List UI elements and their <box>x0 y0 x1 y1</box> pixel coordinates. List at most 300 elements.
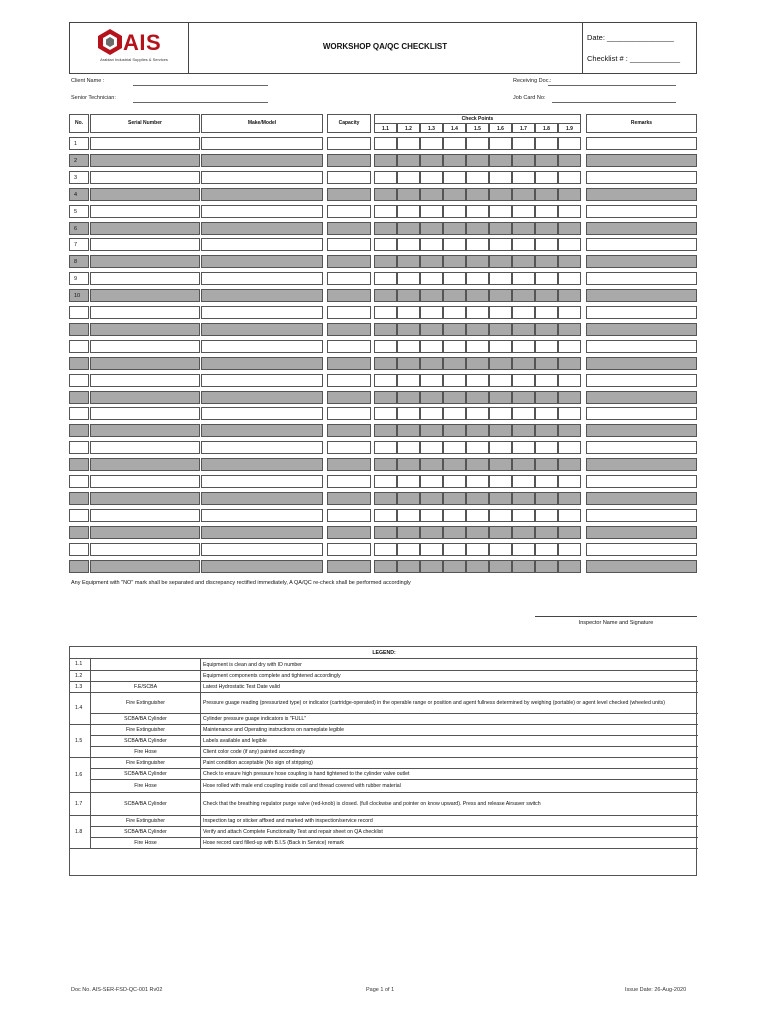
checkpoint-checkbox[interactable] <box>558 509 581 522</box>
checkpoint-checkbox[interactable] <box>535 222 558 235</box>
capacity-input[interactable] <box>327 526 371 539</box>
remarks-input[interactable] <box>586 289 697 302</box>
checkpoint-checkbox[interactable] <box>397 357 420 370</box>
checkpoint-checkbox[interactable] <box>489 255 512 268</box>
checkpoint-checkbox[interactable] <box>397 526 420 539</box>
remarks-input[interactable] <box>586 306 697 319</box>
checkpoint-checkbox[interactable] <box>512 137 535 150</box>
checkpoint-checkbox[interactable] <box>466 492 489 505</box>
checkpoint-checkbox[interactable] <box>420 509 443 522</box>
checkpoint-checkbox[interactable] <box>397 475 420 488</box>
checkpoint-checkbox[interactable] <box>466 154 489 167</box>
checkpoint-checkbox[interactable] <box>535 492 558 505</box>
checkpoint-checkbox[interactable] <box>420 137 443 150</box>
capacity-input[interactable] <box>327 171 371 184</box>
serial-number-input[interactable] <box>90 357 200 370</box>
checkpoint-checkbox[interactable] <box>489 492 512 505</box>
checkpoint-checkbox[interactable] <box>535 475 558 488</box>
make-model-input[interactable] <box>201 509 323 522</box>
checkpoint-checkbox[interactable] <box>374 458 397 471</box>
checkpoint-checkbox[interactable] <box>466 289 489 302</box>
checkpoint-checkbox[interactable] <box>535 323 558 336</box>
checkpoint-checkbox[interactable] <box>558 492 581 505</box>
checkpoint-checkbox[interactable] <box>443 560 466 573</box>
checkpoint-checkbox[interactable] <box>420 154 443 167</box>
checkpoint-checkbox[interactable] <box>420 171 443 184</box>
checkpoint-checkbox[interactable] <box>558 424 581 437</box>
checkpoint-checkbox[interactable] <box>489 272 512 285</box>
make-model-input[interactable] <box>201 222 323 235</box>
checkpoint-checkbox[interactable] <box>512 509 535 522</box>
capacity-input[interactable] <box>327 289 371 302</box>
checkpoint-checkbox[interactable] <box>535 255 558 268</box>
checkpoint-checkbox[interactable] <box>443 306 466 319</box>
checkpoint-checkbox[interactable] <box>374 238 397 251</box>
serial-number-input[interactable] <box>90 137 200 150</box>
serial-number-input[interactable] <box>90 424 200 437</box>
capacity-input[interactable] <box>327 374 371 387</box>
checkpoint-checkbox[interactable] <box>466 475 489 488</box>
checkpoint-checkbox[interactable] <box>443 255 466 268</box>
checkpoint-checkbox[interactable] <box>466 188 489 201</box>
checkpoint-checkbox[interactable] <box>443 154 466 167</box>
remarks-input[interactable] <box>586 526 697 539</box>
checkpoint-checkbox[interactable] <box>397 441 420 454</box>
signature-line[interactable] <box>535 616 697 617</box>
capacity-input[interactable] <box>327 391 371 404</box>
checkpoint-checkbox[interactable] <box>558 137 581 150</box>
checkpoint-checkbox[interactable] <box>558 475 581 488</box>
serial-number-input[interactable] <box>90 154 200 167</box>
checkpoint-checkbox[interactable] <box>512 357 535 370</box>
serial-number-input[interactable] <box>90 458 200 471</box>
checkpoint-checkbox[interactable] <box>535 391 558 404</box>
checkpoint-checkbox[interactable] <box>374 560 397 573</box>
make-model-input[interactable] <box>201 154 323 167</box>
checkpoint-checkbox[interactable] <box>512 154 535 167</box>
checkpoint-checkbox[interactable] <box>397 560 420 573</box>
checkpoint-checkbox[interactable] <box>489 306 512 319</box>
checkpoint-checkbox[interactable] <box>443 272 466 285</box>
checkpoint-checkbox[interactable] <box>443 526 466 539</box>
capacity-input[interactable] <box>327 238 371 251</box>
checkpoint-checkbox[interactable] <box>397 374 420 387</box>
checkpoint-checkbox[interactable] <box>420 205 443 218</box>
checkpoint-checkbox[interactable] <box>466 374 489 387</box>
checkpoint-checkbox[interactable] <box>420 238 443 251</box>
serial-number-input[interactable] <box>90 526 200 539</box>
make-model-input[interactable] <box>201 526 323 539</box>
checkpoint-checkbox[interactable] <box>443 492 466 505</box>
remarks-input[interactable] <box>586 137 697 150</box>
checkpoint-checkbox[interactable] <box>489 323 512 336</box>
checkpoint-checkbox[interactable] <box>374 509 397 522</box>
remarks-input[interactable] <box>586 222 697 235</box>
checkpoint-checkbox[interactable] <box>535 137 558 150</box>
serial-number-input[interactable] <box>90 222 200 235</box>
checkpoint-checkbox[interactable] <box>466 222 489 235</box>
checkpoint-checkbox[interactable] <box>374 424 397 437</box>
checkpoint-checkbox[interactable] <box>466 306 489 319</box>
checkpoint-checkbox[interactable] <box>489 205 512 218</box>
serial-number-input[interactable] <box>90 272 200 285</box>
checkpoint-checkbox[interactable] <box>512 238 535 251</box>
remarks-input[interactable] <box>586 509 697 522</box>
checkpoint-checkbox[interactable] <box>489 407 512 420</box>
checkpoint-checkbox[interactable] <box>512 255 535 268</box>
capacity-input[interactable] <box>327 543 371 556</box>
serial-number-input[interactable] <box>90 560 200 573</box>
checkpoint-checkbox[interactable] <box>558 340 581 353</box>
checkpoint-checkbox[interactable] <box>489 475 512 488</box>
checkpoint-checkbox[interactable] <box>535 306 558 319</box>
serial-number-input[interactable] <box>90 407 200 420</box>
senior-technician-field[interactable] <box>133 94 268 103</box>
checkpoint-checkbox[interactable] <box>374 188 397 201</box>
checkpoint-checkbox[interactable] <box>558 306 581 319</box>
checkpoint-checkbox[interactable] <box>397 424 420 437</box>
capacity-input[interactable] <box>327 509 371 522</box>
checkpoint-checkbox[interactable] <box>443 475 466 488</box>
checkpoint-checkbox[interactable] <box>558 272 581 285</box>
checkpoint-checkbox[interactable] <box>558 222 581 235</box>
checkpoint-checkbox[interactable] <box>374 407 397 420</box>
checkpoint-checkbox[interactable] <box>489 340 512 353</box>
checkpoint-checkbox[interactable] <box>397 543 420 556</box>
capacity-input[interactable] <box>327 407 371 420</box>
remarks-input[interactable] <box>586 492 697 505</box>
checkpoint-checkbox[interactable] <box>558 154 581 167</box>
checkpoint-checkbox[interactable] <box>374 272 397 285</box>
remarks-input[interactable] <box>586 458 697 471</box>
checkpoint-checkbox[interactable] <box>374 543 397 556</box>
checkpoint-checkbox[interactable] <box>420 407 443 420</box>
remarks-input[interactable] <box>586 154 697 167</box>
checkpoint-checkbox[interactable] <box>535 357 558 370</box>
make-model-input[interactable] <box>201 238 323 251</box>
checkpoint-checkbox[interactable] <box>512 424 535 437</box>
checkpoint-checkbox[interactable] <box>489 441 512 454</box>
remarks-input[interactable] <box>586 205 697 218</box>
make-model-input[interactable] <box>201 255 323 268</box>
capacity-input[interactable] <box>327 272 371 285</box>
checkpoint-checkbox[interactable] <box>420 374 443 387</box>
checkpoint-checkbox[interactable] <box>443 222 466 235</box>
checkpoint-checkbox[interactable] <box>489 424 512 437</box>
checkpoint-checkbox[interactable] <box>443 171 466 184</box>
checkpoint-checkbox[interactable] <box>466 255 489 268</box>
checkpoint-checkbox[interactable] <box>535 374 558 387</box>
checkpoint-checkbox[interactable] <box>535 340 558 353</box>
checkpoint-checkbox[interactable] <box>558 289 581 302</box>
checkpoint-checkbox[interactable] <box>420 391 443 404</box>
checkpoint-checkbox[interactable] <box>397 205 420 218</box>
checkpoint-checkbox[interactable] <box>512 289 535 302</box>
checkpoint-checkbox[interactable] <box>489 137 512 150</box>
remarks-input[interactable] <box>586 374 697 387</box>
checkpoint-checkbox[interactable] <box>397 509 420 522</box>
make-model-input[interactable] <box>201 357 323 370</box>
checkpoint-checkbox[interactable] <box>466 424 489 437</box>
make-model-input[interactable] <box>201 458 323 471</box>
capacity-input[interactable] <box>327 137 371 150</box>
checkpoint-checkbox[interactable] <box>443 357 466 370</box>
checkpoint-checkbox[interactable] <box>512 306 535 319</box>
checkpoint-checkbox[interactable] <box>535 289 558 302</box>
checkpoint-checkbox[interactable] <box>443 407 466 420</box>
checkpoint-checkbox[interactable] <box>558 255 581 268</box>
serial-number-input[interactable] <box>90 492 200 505</box>
remarks-input[interactable] <box>586 475 697 488</box>
make-model-input[interactable] <box>201 171 323 184</box>
serial-number-input[interactable] <box>90 205 200 218</box>
checkpoint-checkbox[interactable] <box>443 238 466 251</box>
checkpoint-checkbox[interactable] <box>420 289 443 302</box>
checkpoint-checkbox[interactable] <box>466 543 489 556</box>
checkpoint-checkbox[interactable] <box>466 340 489 353</box>
capacity-input[interactable] <box>327 475 371 488</box>
checkpoint-checkbox[interactable] <box>558 357 581 370</box>
serial-number-input[interactable] <box>90 255 200 268</box>
checkpoint-checkbox[interactable] <box>466 171 489 184</box>
checkpoint-checkbox[interactable] <box>374 205 397 218</box>
checkpoint-checkbox[interactable] <box>443 509 466 522</box>
capacity-input[interactable] <box>327 222 371 235</box>
checkpoint-checkbox[interactable] <box>443 458 466 471</box>
checkpoint-checkbox[interactable] <box>466 323 489 336</box>
checkpoint-checkbox[interactable] <box>512 526 535 539</box>
checkpoint-checkbox[interactable] <box>374 391 397 404</box>
checkpoint-checkbox[interactable] <box>443 543 466 556</box>
checkpoint-checkbox[interactable] <box>397 492 420 505</box>
checkpoint-checkbox[interactable] <box>512 171 535 184</box>
date-field[interactable]: Date: ________________ <box>587 33 674 42</box>
capacity-input[interactable] <box>327 560 371 573</box>
checkpoint-checkbox[interactable] <box>443 391 466 404</box>
checkpoint-checkbox[interactable] <box>397 391 420 404</box>
checkpoint-checkbox[interactable] <box>489 171 512 184</box>
checkpoint-checkbox[interactable] <box>420 272 443 285</box>
checkpoint-checkbox[interactable] <box>420 543 443 556</box>
checkpoint-checkbox[interactable] <box>535 458 558 471</box>
checkpoint-checkbox[interactable] <box>374 526 397 539</box>
checkpoint-checkbox[interactable] <box>466 441 489 454</box>
checkpoint-checkbox[interactable] <box>489 222 512 235</box>
capacity-input[interactable] <box>327 154 371 167</box>
make-model-input[interactable] <box>201 560 323 573</box>
capacity-input[interactable] <box>327 492 371 505</box>
serial-number-input[interactable] <box>90 171 200 184</box>
checkpoint-checkbox[interactable] <box>466 407 489 420</box>
checkpoint-checkbox[interactable] <box>374 340 397 353</box>
checkpoint-checkbox[interactable] <box>558 188 581 201</box>
checkpoint-checkbox[interactable] <box>374 137 397 150</box>
checkpoint-checkbox[interactable] <box>558 526 581 539</box>
checkpoint-checkbox[interactable] <box>489 526 512 539</box>
checkpoint-checkbox[interactable] <box>535 272 558 285</box>
checkpoint-checkbox[interactable] <box>535 424 558 437</box>
checkpoint-checkbox[interactable] <box>558 374 581 387</box>
checkpoint-checkbox[interactable] <box>512 458 535 471</box>
checkpoint-checkbox[interactable] <box>397 306 420 319</box>
checkpoint-checkbox[interactable] <box>466 391 489 404</box>
checkpoint-checkbox[interactable] <box>466 137 489 150</box>
serial-number-input[interactable] <box>90 509 200 522</box>
checkpoint-checkbox[interactable] <box>489 509 512 522</box>
capacity-input[interactable] <box>327 255 371 268</box>
checkpoint-checkbox[interactable] <box>443 205 466 218</box>
checkpoint-checkbox[interactable] <box>397 272 420 285</box>
remarks-input[interactable] <box>586 391 697 404</box>
make-model-input[interactable] <box>201 137 323 150</box>
checkpoint-checkbox[interactable] <box>397 137 420 150</box>
checkpoint-checkbox[interactable] <box>443 137 466 150</box>
make-model-input[interactable] <box>201 391 323 404</box>
remarks-input[interactable] <box>586 171 697 184</box>
checkpoint-checkbox[interactable] <box>420 492 443 505</box>
checkpoint-checkbox[interactable] <box>535 543 558 556</box>
checkpoint-checkbox[interactable] <box>443 289 466 302</box>
checkpoint-checkbox[interactable] <box>512 188 535 201</box>
checkpoint-checkbox[interactable] <box>489 154 512 167</box>
remarks-input[interactable] <box>586 323 697 336</box>
checkpoint-checkbox[interactable] <box>558 205 581 218</box>
make-model-input[interactable] <box>201 374 323 387</box>
checkpoint-checkbox[interactable] <box>420 441 443 454</box>
checkpoint-checkbox[interactable] <box>466 526 489 539</box>
checkpoint-checkbox[interactable] <box>489 458 512 471</box>
checkpoint-checkbox[interactable] <box>420 560 443 573</box>
checkpoint-checkbox[interactable] <box>374 255 397 268</box>
checkpoint-checkbox[interactable] <box>512 543 535 556</box>
checkpoint-checkbox[interactable] <box>535 205 558 218</box>
serial-number-input[interactable] <box>90 323 200 336</box>
checkpoint-checkbox[interactable] <box>535 171 558 184</box>
remarks-input[interactable] <box>586 357 697 370</box>
make-model-input[interactable] <box>201 289 323 302</box>
serial-number-input[interactable] <box>90 188 200 201</box>
client-name-field[interactable] <box>133 77 268 86</box>
checkpoint-checkbox[interactable] <box>535 509 558 522</box>
checkpoint-checkbox[interactable] <box>374 289 397 302</box>
remarks-input[interactable] <box>586 424 697 437</box>
capacity-input[interactable] <box>327 441 371 454</box>
capacity-input[interactable] <box>327 205 371 218</box>
checkpoint-checkbox[interactable] <box>397 407 420 420</box>
checkpoint-checkbox[interactable] <box>489 238 512 251</box>
make-model-input[interactable] <box>201 543 323 556</box>
checkpoint-checkbox[interactable] <box>489 188 512 201</box>
remarks-input[interactable] <box>586 340 697 353</box>
remarks-input[interactable] <box>586 238 697 251</box>
checkpoint-checkbox[interactable] <box>420 458 443 471</box>
checkpoint-checkbox[interactable] <box>420 475 443 488</box>
serial-number-input[interactable] <box>90 374 200 387</box>
checkpoint-checkbox[interactable] <box>374 374 397 387</box>
checkpoint-checkbox[interactable] <box>489 357 512 370</box>
checkpoint-checkbox[interactable] <box>535 441 558 454</box>
checkpoint-checkbox[interactable] <box>466 560 489 573</box>
checkpoint-checkbox[interactable] <box>558 407 581 420</box>
checkpoint-checkbox[interactable] <box>512 222 535 235</box>
checkpoint-checkbox[interactable] <box>489 374 512 387</box>
checkpoint-checkbox[interactable] <box>512 407 535 420</box>
checkpoint-checkbox[interactable] <box>466 238 489 251</box>
checkpoint-checkbox[interactable] <box>397 222 420 235</box>
checkpoint-checkbox[interactable] <box>397 255 420 268</box>
checkpoint-checkbox[interactable] <box>512 272 535 285</box>
checkpoint-checkbox[interactable] <box>374 171 397 184</box>
checkpoint-checkbox[interactable] <box>535 407 558 420</box>
make-model-input[interactable] <box>201 441 323 454</box>
serial-number-input[interactable] <box>90 340 200 353</box>
checkpoint-checkbox[interactable] <box>443 441 466 454</box>
make-model-input[interactable] <box>201 475 323 488</box>
checkpoint-checkbox[interactable] <box>489 289 512 302</box>
checkpoint-checkbox[interactable] <box>535 526 558 539</box>
checkpoint-checkbox[interactable] <box>489 560 512 573</box>
checkpoint-checkbox[interactable] <box>374 357 397 370</box>
checkpoint-checkbox[interactable] <box>466 357 489 370</box>
checkpoint-checkbox[interactable] <box>512 205 535 218</box>
remarks-input[interactable] <box>586 188 697 201</box>
checkpoint-checkbox[interactable] <box>558 458 581 471</box>
checkpoint-checkbox[interactable] <box>397 188 420 201</box>
checkpoint-checkbox[interactable] <box>420 306 443 319</box>
checkpoint-checkbox[interactable] <box>466 205 489 218</box>
serial-number-input[interactable] <box>90 441 200 454</box>
checkpoint-checkbox[interactable] <box>374 441 397 454</box>
checkpoint-checkbox[interactable] <box>512 475 535 488</box>
checkpoint-checkbox[interactable] <box>420 188 443 201</box>
receiving-doc-field[interactable] <box>548 77 676 86</box>
checkpoint-checkbox[interactable] <box>374 306 397 319</box>
checkpoint-checkbox[interactable] <box>535 238 558 251</box>
checkpoint-checkbox[interactable] <box>420 526 443 539</box>
checkpoint-checkbox[interactable] <box>558 238 581 251</box>
job-card-field[interactable] <box>552 94 676 103</box>
serial-number-input[interactable] <box>90 475 200 488</box>
checkpoint-checkbox[interactable] <box>558 441 581 454</box>
checkpoint-checkbox[interactable] <box>420 222 443 235</box>
checkpoint-checkbox[interactable] <box>512 340 535 353</box>
serial-number-input[interactable] <box>90 289 200 302</box>
checkpoint-checkbox[interactable] <box>489 543 512 556</box>
capacity-input[interactable] <box>327 424 371 437</box>
make-model-input[interactable] <box>201 205 323 218</box>
capacity-input[interactable] <box>327 357 371 370</box>
checkpoint-checkbox[interactable] <box>466 458 489 471</box>
checkpoint-checkbox[interactable] <box>512 323 535 336</box>
checkpoint-checkbox[interactable] <box>558 543 581 556</box>
checkpoint-checkbox[interactable] <box>420 255 443 268</box>
capacity-input[interactable] <box>327 340 371 353</box>
remarks-input[interactable] <box>586 543 697 556</box>
checkpoint-checkbox[interactable] <box>397 340 420 353</box>
serial-number-input[interactable] <box>90 543 200 556</box>
checkpoint-checkbox[interactable] <box>512 441 535 454</box>
capacity-input[interactable] <box>327 323 371 336</box>
checkpoint-checkbox[interactable] <box>443 374 466 387</box>
checkpoint-checkbox[interactable] <box>512 374 535 387</box>
capacity-input[interactable] <box>327 458 371 471</box>
capacity-input[interactable] <box>327 306 371 319</box>
serial-number-input[interactable] <box>90 306 200 319</box>
checkpoint-checkbox[interactable] <box>466 272 489 285</box>
make-model-input[interactable] <box>201 424 323 437</box>
remarks-input[interactable] <box>586 441 697 454</box>
checkpoint-checkbox[interactable] <box>420 323 443 336</box>
